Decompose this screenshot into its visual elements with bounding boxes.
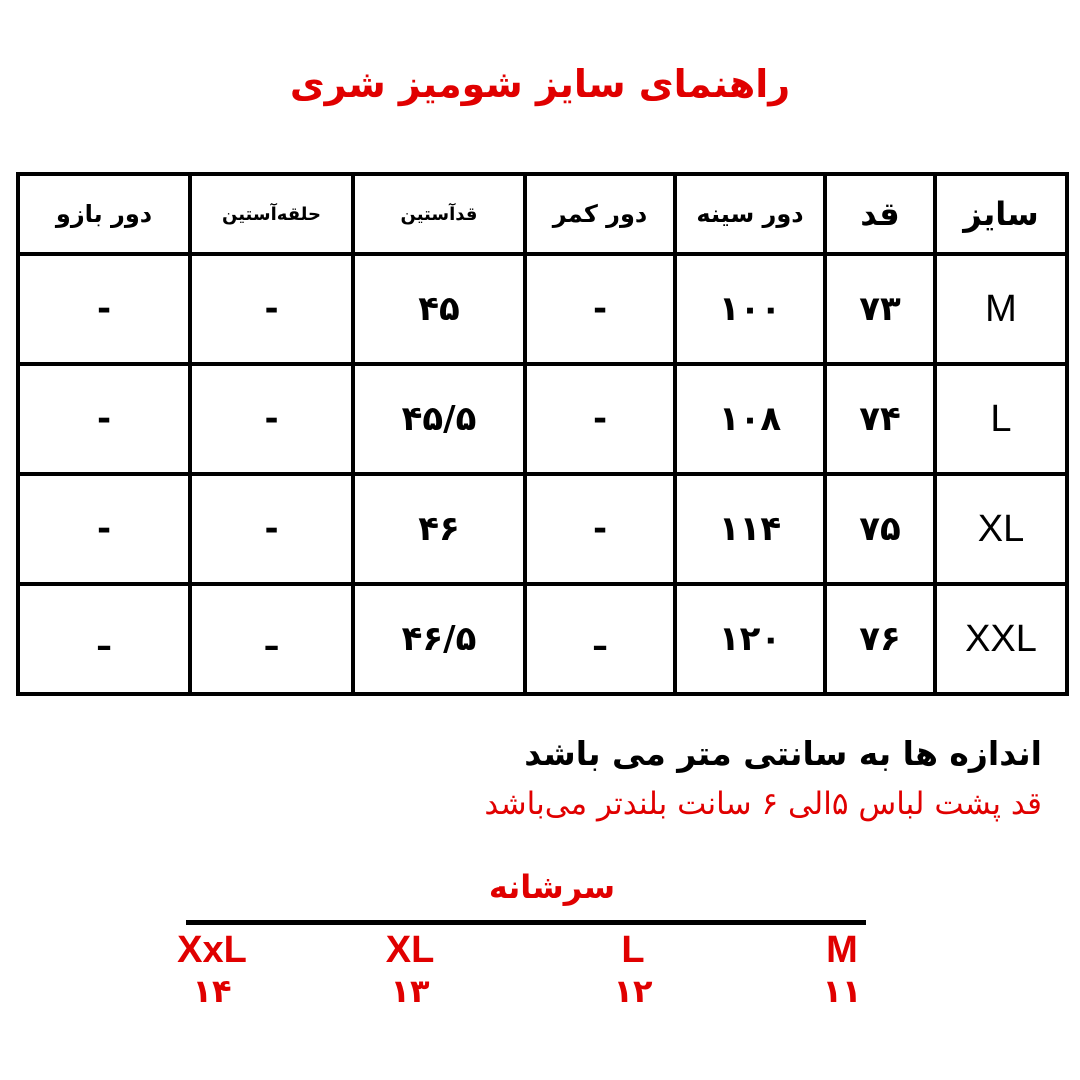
shoulder-size-label: XxL <box>177 929 247 971</box>
header-sleeve-length: قدآستین <box>353 174 525 254</box>
cell-sleeve-length: ۴۵ <box>353 254 525 364</box>
shoulder-item-xxl <box>152 928 272 1010</box>
cell-sleeve-length: ۴۵/۵ <box>353 364 525 474</box>
cell-armhole: - <box>190 364 353 474</box>
cell-chest: ۱۰۰ <box>675 254 825 364</box>
shoulder-size-value: ۱۴ <box>192 972 232 1010</box>
cell-chest: ۱۲۰ <box>675 584 825 694</box>
cell-size: L <box>935 364 1067 474</box>
shoulder-size-label: XL <box>385 929 435 971</box>
table-row <box>18 584 1067 694</box>
cell-armhole: ـ <box>190 584 353 694</box>
cell-waist: - <box>525 474 675 584</box>
cell-chest: ۱۱۴ <box>675 474 825 584</box>
shoulder-divider <box>186 920 866 925</box>
shoulder-item-xl <box>350 928 470 1010</box>
shoulder-size-value: ۱۱ <box>822 972 862 1010</box>
size-table <box>16 172 1069 696</box>
header-length: قد <box>825 174 935 254</box>
header-arm-circumference: دور بازو <box>18 174 190 254</box>
cell-sleeve-length: ۴۶/۵ <box>353 584 525 694</box>
cell-armhole: - <box>190 254 353 364</box>
cell-size: XL <box>935 474 1067 584</box>
cell-armhole: - <box>190 474 353 584</box>
table-header-row <box>18 174 1067 254</box>
cell-arm-circumference: - <box>18 364 190 474</box>
cell-chest: ۱۰۸ <box>675 364 825 474</box>
cell-size: XXL <box>935 584 1067 694</box>
cell-sleeve-length: ۴۶ <box>353 474 525 584</box>
shoulder-size-value: ۱۳ <box>390 972 430 1010</box>
shoulder-size-value: ۱۲ <box>613 972 653 1010</box>
cell-waist: ـ <box>525 584 675 694</box>
units-note: اندازه ها به سانتی متر می باشد <box>524 734 1042 773</box>
shoulder-size-label: M <box>826 929 858 971</box>
cell-length: ۷۳ <box>825 254 935 364</box>
shoulder-item-l <box>573 928 693 1010</box>
cell-waist: - <box>525 364 675 474</box>
shoulder-item-m <box>782 928 902 1010</box>
cell-length: ۷۵ <box>825 474 935 584</box>
cell-arm-circumference: ـ <box>18 584 190 694</box>
cell-length: ۷۶ <box>825 584 935 694</box>
table-row <box>18 364 1067 474</box>
header-chest: دور سینه <box>675 174 825 254</box>
page-title: راهنمای سایز شومیز شری <box>289 62 791 106</box>
header-size: سایز <box>935 174 1067 254</box>
cell-arm-circumference: - <box>18 474 190 584</box>
header-armhole: حلقه‌آستین <box>190 174 353 254</box>
back-length-note: قد پشت لباس ۵الی ۶ سانت بلندتر می‌باشد <box>484 786 1042 822</box>
cell-arm-circumference: - <box>18 254 190 364</box>
cell-waist: - <box>525 254 675 364</box>
shoulder-size-label: L <box>621 929 645 971</box>
shoulder-title: سرشانه <box>488 868 616 906</box>
cell-length: ۷۴ <box>825 364 935 474</box>
header-waist: دور کمر <box>525 174 675 254</box>
cell-size: M <box>935 254 1067 364</box>
table-row <box>18 254 1067 364</box>
table-row <box>18 474 1067 584</box>
